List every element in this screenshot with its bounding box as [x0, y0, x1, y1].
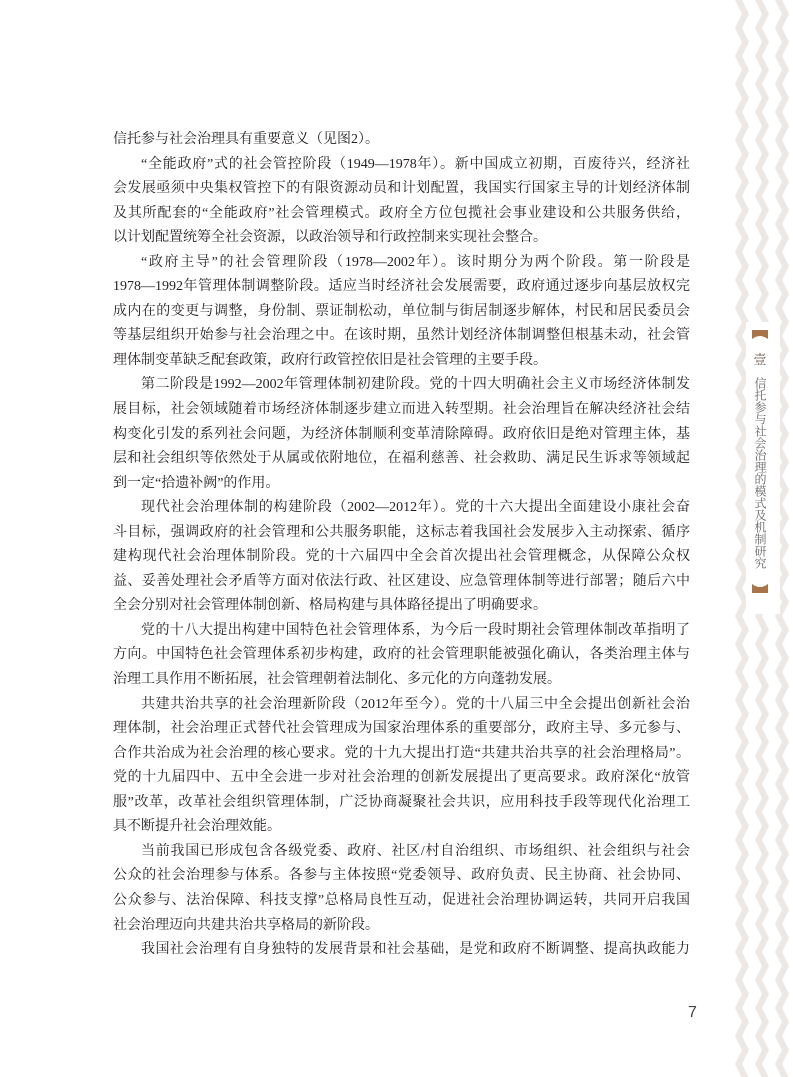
text-line: 我国社会治理有自身独特的发展背景和社会基础，是党和政府不断调整、提高执政能力 — [141, 942, 690, 958]
text-line: 党的十八大提出构建中国特色社会管理体系，为今后一段时期社会管理体制改革指明了 — [141, 622, 690, 638]
text-line: 会发展亟须中央集权管控下的有限资源动员和计划配置，我国实行国家主导的计划经济体制 — [113, 181, 690, 197]
text-line: 方向。中国特色社会管理体系初步构建，政府的社会管理职能被强化确认，各类治理主体与 — [113, 647, 690, 663]
text-line: 公众的社会治理参与体系。各参与主体按照“党委领导、政府负责、民主协商、社会协同、 — [113, 868, 690, 884]
chapter-label — [748, 330, 772, 593]
body-text — [113, 128, 690, 963]
paragraph — [113, 938, 690, 963]
text-line: 理体制，社会治理正式替代社会管理成为国家治理体系的重要部分，政府主导、多元参与、 — [113, 721, 690, 737]
text-line: 到一定“拾遗补阙”的作用。 — [113, 475, 280, 491]
bracket-open-icon — [752, 330, 768, 340]
text-line: 建构现代社会治理体制阶段。党的十六届四中全会首次提出社会管理概念，从保障公众权 — [113, 549, 690, 565]
text-line: 益、妥善处理社会矛盾等方面对依法行政、社区建设、应急管理体制等进行部署；随后六中 — [113, 573, 690, 589]
bracket-close-icon — [752, 583, 768, 593]
text-line: 1978—1992年管理体制调整阶段。适应当时经济社会发展需要，政府通过逐步向基层放权完 — [113, 279, 690, 295]
text-line: 展目标，社会领域随着市场经济体制逐步建立而进入转型期。社会治理旨在解决经济社会结 — [113, 402, 690, 418]
text-line: 信托参与社会治理具有重要意义（见图2）。 — [113, 132, 379, 147]
text-line: 第二阶段是1992—2002年管理体制初建阶段。党的十四大明确社会主义市场经济体制发 — [141, 377, 690, 393]
paragraph — [113, 251, 690, 374]
text-line: 服”改革，改革社会组织管理体制，广泛协商凝聚社会共识，应用科技手段等现代化治理工 — [113, 794, 690, 810]
text-line: 斗目标，强调政府的社会管理和公共服务职能，这标志着我国社会发展步入主动探索、循序 — [113, 524, 690, 540]
text-line: 当前我国已形成包含各级党委、政府、社区/村自治组织、市场组织、社会组织与社会 — [141, 843, 690, 859]
paragraph — [113, 840, 690, 938]
text-line: 治理工具作用不断拓展，社会管理朝着法制化、多元化的方向蓬勃发展。 — [113, 672, 561, 688]
text-line: 层和社会组织等依然处于从属或依附地位，在福利慈善、社会救助、满足民生诉求等领域起 — [113, 451, 690, 467]
text-line: 社会治理迈向共建共治共享格局的新阶段。 — [113, 917, 379, 933]
text-line: 现代社会治理体制的构建阶段（2002—2012年）。党的十六大提出全面建设小康社会奋 — [141, 500, 690, 516]
text-line: 及其所配套的“全能政府”社会管理模式。政府全方位包揽社会事业建设和公共服务供给， — [113, 205, 690, 221]
chapter-title: 信托参与社会治理的模式及机制研究 — [753, 377, 767, 569]
text-line: 合作共治成为社会治理的核心要求。党的十九大提出打造“共建共治共享的社会治理格局”。 — [113, 745, 690, 761]
text-line: 共建共治共享的社会治理新阶段（2012年至今）。党的十八届三中全会提出创新社会治 — [141, 696, 690, 712]
page-number: 7 — [688, 1004, 697, 1021]
paragraph — [113, 619, 690, 693]
text-line: 全会分别对社会管理体制创新、格局构建与具体路径提出了明确要求。 — [113, 598, 547, 614]
chapter-number: 壹 — [753, 353, 767, 368]
text-line: 等基层组织开始参与社会治理之中。在该时期，虽然计划经济体制调整但根基未动，社会管 — [113, 328, 690, 344]
text-line: 成内在的变更与调整，身份制、票证制松动，单位制与街居制逐步解体，村民和居民委员会 — [113, 303, 690, 319]
text-line: 具不断提升社会治理效能。 — [113, 819, 281, 835]
text-line: 以计划配置统筹全社会资源，以政治领导和行政控制来实现社会整合。 — [113, 230, 547, 246]
text-line: “政府主导”的社会管理阶段（1978—2002年）。该时期分为两个阶段。第一阶段是 — [141, 254, 690, 270]
paragraph — [113, 128, 690, 153]
text-line: 公众参与、法治保障、科技支撑”总格局良性互动，促进社会治理协调运转，共同开启我国 — [113, 892, 690, 908]
paragraph — [113, 693, 690, 840]
paragraph — [113, 153, 690, 251]
paragraph — [113, 373, 690, 496]
text-line: 构变化引发的系列社会问题，为经济体制顺利变革清除障碍。政府依旧是绝对管理主体，基 — [113, 426, 690, 442]
text-line: “全能政府”式的社会管控阶段（1949—1978年）。新中国成立初期，百废待兴，经济社 — [141, 156, 690, 172]
text-line: 党的十九届四中、五中全会进一步对社会治理的创新发展提出了更高要求。政府深化“放管 — [113, 770, 690, 786]
text-line: 理体制变革缺乏配套政策，政府行政管控依旧是社会管理的主要手段。 — [113, 352, 547, 368]
paragraph — [113, 496, 690, 619]
